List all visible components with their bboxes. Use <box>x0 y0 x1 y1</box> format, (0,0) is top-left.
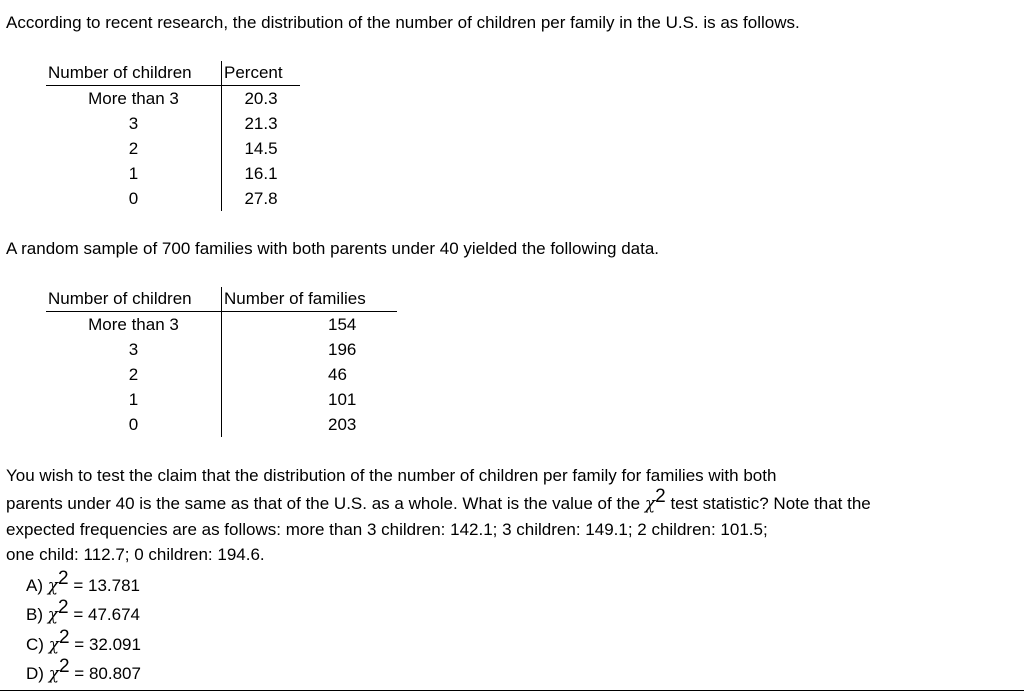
percent-table <box>46 61 300 211</box>
table-cell: 2 <box>46 362 222 387</box>
table-cell: 16.1 <box>244 163 278 183</box>
table-cell: 0 <box>46 186 222 211</box>
table-row <box>46 412 397 437</box>
table-cell: 46 <box>328 364 347 384</box>
table-header-percent: Percent <box>222 61 301 86</box>
table-cell: 3 <box>46 337 222 362</box>
table-cell: More than 3 <box>46 86 222 112</box>
choice-letter: C) <box>26 635 44 654</box>
table-row <box>46 86 300 112</box>
table-row <box>46 136 300 161</box>
chi-symbol: χ <box>48 635 59 655</box>
answer-choice-b[interactable] <box>26 597 140 626</box>
intro-text: According to recent research, the distribution of the number of children per family in the U.S. is as follows. <box>6 13 800 32</box>
question-line-4: one child: 112.7; 0 children: 194.6. <box>6 545 265 564</box>
families-table <box>46 287 397 437</box>
table-cell: 27.8 <box>244 188 278 208</box>
table-cell: 203 <box>328 414 357 434</box>
table-cell: 0 <box>46 412 222 437</box>
table-row <box>46 111 300 136</box>
table-cell: 21.3 <box>244 113 278 133</box>
sample-text: A random sample of 700 families with both parents under 40 yielded the following data. <box>6 239 660 258</box>
table-cell: 20.3 <box>244 88 278 108</box>
superscript-2: 2 <box>58 568 69 589</box>
choice-value: = 80.807 <box>69 664 141 683</box>
chi-symbol: χ <box>644 494 656 514</box>
table-cell: 101 <box>328 389 357 409</box>
chi-symbol: χ <box>47 576 59 596</box>
chi-symbol: χ <box>48 664 59 684</box>
table-cell: 154 <box>328 314 357 334</box>
table-header-children: Number of children <box>46 61 222 86</box>
table-cell: 3 <box>46 111 222 136</box>
superscript-2: 2 <box>58 597 69 618</box>
choice-letter: A) <box>26 576 43 595</box>
choice-value: = 13.781 <box>68 576 140 595</box>
table-row <box>46 186 300 211</box>
table-cell: 1 <box>46 387 222 412</box>
question-line-2-end: test statistic? Note that the <box>665 494 871 513</box>
table-cell: 14.5 <box>244 138 278 158</box>
table-cell: More than 3 <box>46 312 222 338</box>
table-row <box>46 161 300 186</box>
question-line-1: You wish to test the claim that the distribution of the number of children per family for families with both <box>6 466 777 485</box>
superscript-2: 2 <box>59 656 70 677</box>
table-row <box>46 387 397 412</box>
table-cell: 2 <box>46 136 222 161</box>
table-row <box>46 337 397 362</box>
table-header-children: Number of children <box>46 287 222 312</box>
choice-value: = 32.091 <box>69 635 141 654</box>
question-line-3: expected frequencies are as follows: more than 3 children: 142.1; 3 children: 149.1; 2 children: 101.5; <box>6 520 768 539</box>
superscript-2: 2 <box>655 486 666 507</box>
choice-value: = 47.674 <box>68 605 140 624</box>
table-row <box>46 362 397 387</box>
choice-letter: B) <box>26 605 43 624</box>
table-header-row <box>46 61 300 86</box>
question-line-2 <box>6 486 871 514</box>
question-line-2-start: parents under 40 is the same as that of the U.S. as a whole. What is the value of the <box>6 494 641 513</box>
table-cell: 1 <box>46 161 222 186</box>
answer-choice-d[interactable] <box>26 656 141 685</box>
table-header-families: Number of families <box>222 287 397 312</box>
answer-choice-c[interactable] <box>26 627 141 656</box>
bottom-divider <box>0 690 1024 691</box>
table-cell: 196 <box>328 339 357 359</box>
chi-symbol: χ <box>47 605 59 625</box>
choice-letter: D) <box>26 664 44 683</box>
superscript-2: 2 <box>59 627 70 648</box>
table-header-row <box>46 287 397 312</box>
answer-choice-a[interactable] <box>26 568 140 597</box>
table-row <box>46 312 397 338</box>
